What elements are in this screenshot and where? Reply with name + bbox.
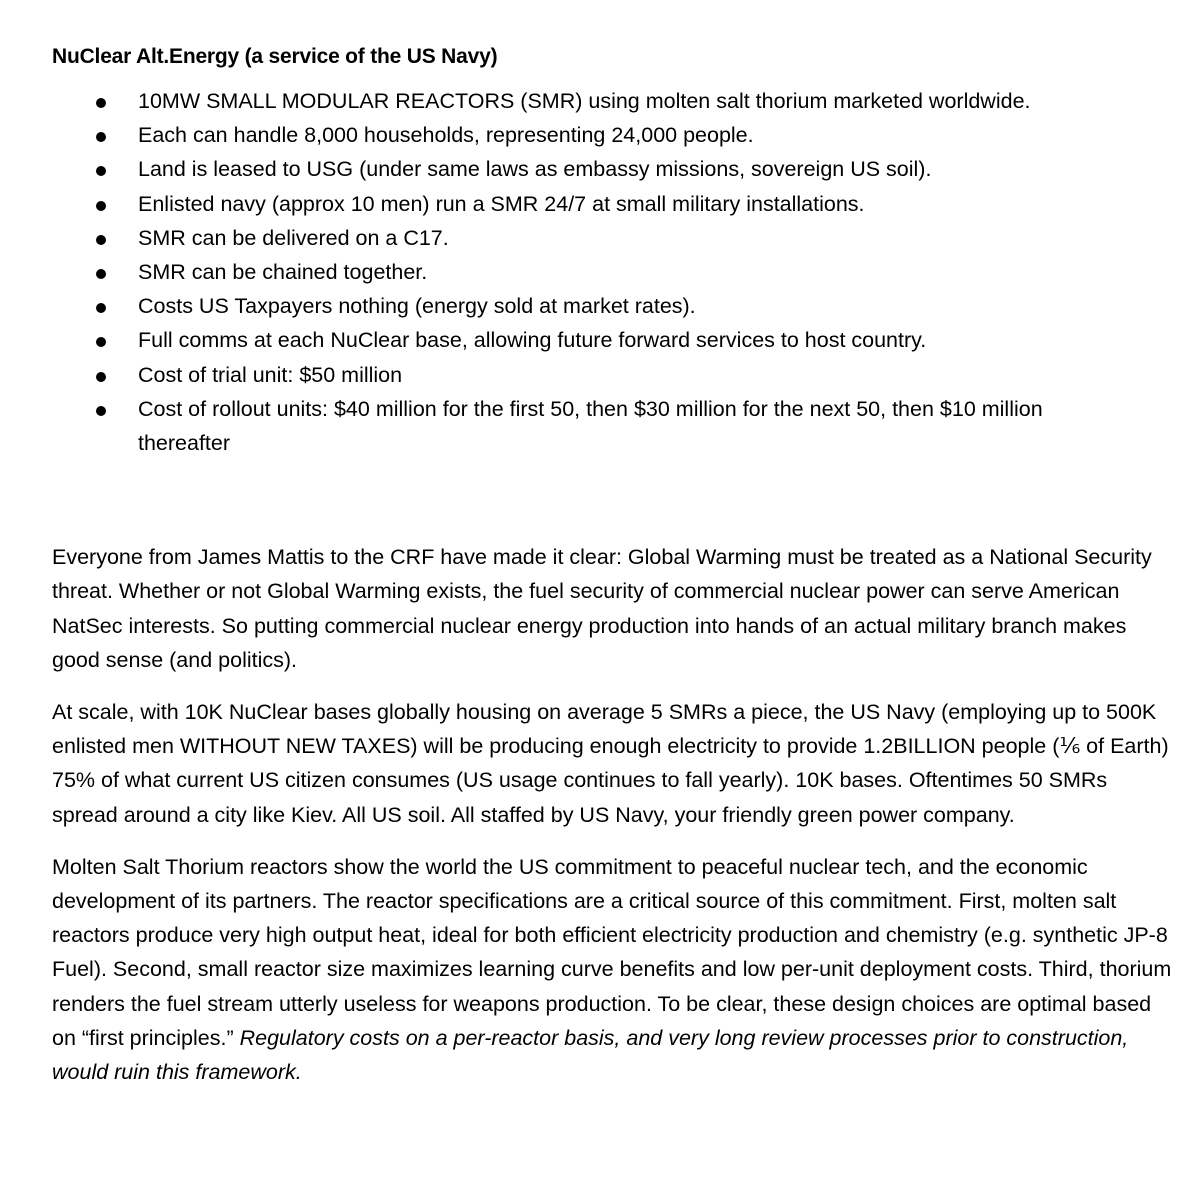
bullet-item [52, 84, 1128, 118]
bullet-text: Cost of rollout units: $40 million for the first 50, then $30 million for the next 50, then $10 million thereafter [138, 396, 1043, 456]
bullet-icon [96, 235, 106, 245]
bullet-text: Costs US Taxpayers nothing (energy sold at market rates). [138, 294, 696, 319]
bullet-item [52, 323, 1128, 357]
bullet-item [52, 392, 1128, 460]
bullet-text: SMR can be chained together. [138, 260, 428, 285]
bullet-item [52, 221, 1128, 255]
bullet-icon [96, 269, 106, 279]
bullet-icon [96, 98, 106, 108]
paragraph-thorium-text: Molten Salt Thorium reactors show the world the US commitment to peaceful nuclear tech, and the economic development of its partners. The reactor specifications are a critical source of this commitment. First, molten salt reactors produce very high output heat, ideal for both efficient electricity production and chemistry (e.g. synthetic JP-8 Fuel). Second, small reactor size maximizes learning curve benefits and low per-unit deployment costs. Third, thorium renders the fuel stream utterly useless for weapons production. To be clear, these design choices are optimal based on “first principles.” [52, 854, 1172, 1050]
paragraph-national-security: Everyone from James Mattis to the CRF have made it clear: Global Warming must be treated as a National Security threat. Whether or not Global Warming exists, the fuel security of commercial nuclear power can serve American NatSec interests. So putting commercial nuclear energy production into hands of an actual military branch makes good sense (and politics). [52, 545, 1152, 672]
document-page [52, 40, 1182, 1089]
bullet-icon [96, 372, 106, 382]
bullet-item [52, 358, 1128, 392]
bullet-icon [96, 337, 106, 347]
document-title: NuClear Alt.Energy (a service of the US Navy) [52, 45, 498, 68]
bullet-item [52, 255, 1128, 289]
bullet-item [52, 289, 1128, 323]
paragraph-thorium-italic-text: Regulatory costs on a per-reactor basis, and very long review processes prior to construction, would ruin this framework. [52, 1025, 1129, 1085]
bullet-item [52, 118, 1128, 152]
bullet-text: Enlisted navy (approx 10 men) run a SMR 24/7 at small military installations. [138, 191, 865, 216]
bullet-text: Each can handle 8,000 households, representing 24,000 people. [138, 123, 754, 148]
bullet-icon [96, 303, 106, 313]
bullet-text: 10MW SMALL MODULAR REACTORS (SMR) using molten salt thorium marketed worldwide. [138, 89, 1031, 113]
bullet-text: Land is leased to USG (under same laws as embassy missions, sovereign US soil). [138, 157, 932, 182]
bullet-text: Full comms at each NuClear base, allowing future forward services to host country. [138, 328, 927, 353]
paragraph-thorium [52, 850, 1177, 1089]
bullet-icon [96, 166, 106, 176]
bullet-item [52, 187, 1128, 221]
bullet-text: Cost of trial unit: $50 million [138, 362, 403, 387]
bullet-icon [96, 201, 106, 211]
feature-bullet-list [52, 84, 1182, 460]
bullet-icon [96, 406, 106, 416]
paragraph-scale: At scale, with 10K NuClear bases globally housing on average 5 SMRs a piece, the US Navy (employing up to 500K enlisted men WITHOUT NEW TAXES) will be producing enough electricity to provide 1.2BILLION people (⅙ of Earth) 75% of what current US citizen consumes (US usage continues to fall yearly). 10K bases. Oftentimes 50 SMRs spread around a city like Kiev. All US soil. All staffed by US Navy, your friendly green power company. [52, 700, 1169, 827]
bullet-icon [96, 132, 106, 142]
bullet-text: SMR can be delivered on a C17. [138, 225, 449, 250]
bullet-item [52, 152, 1128, 186]
